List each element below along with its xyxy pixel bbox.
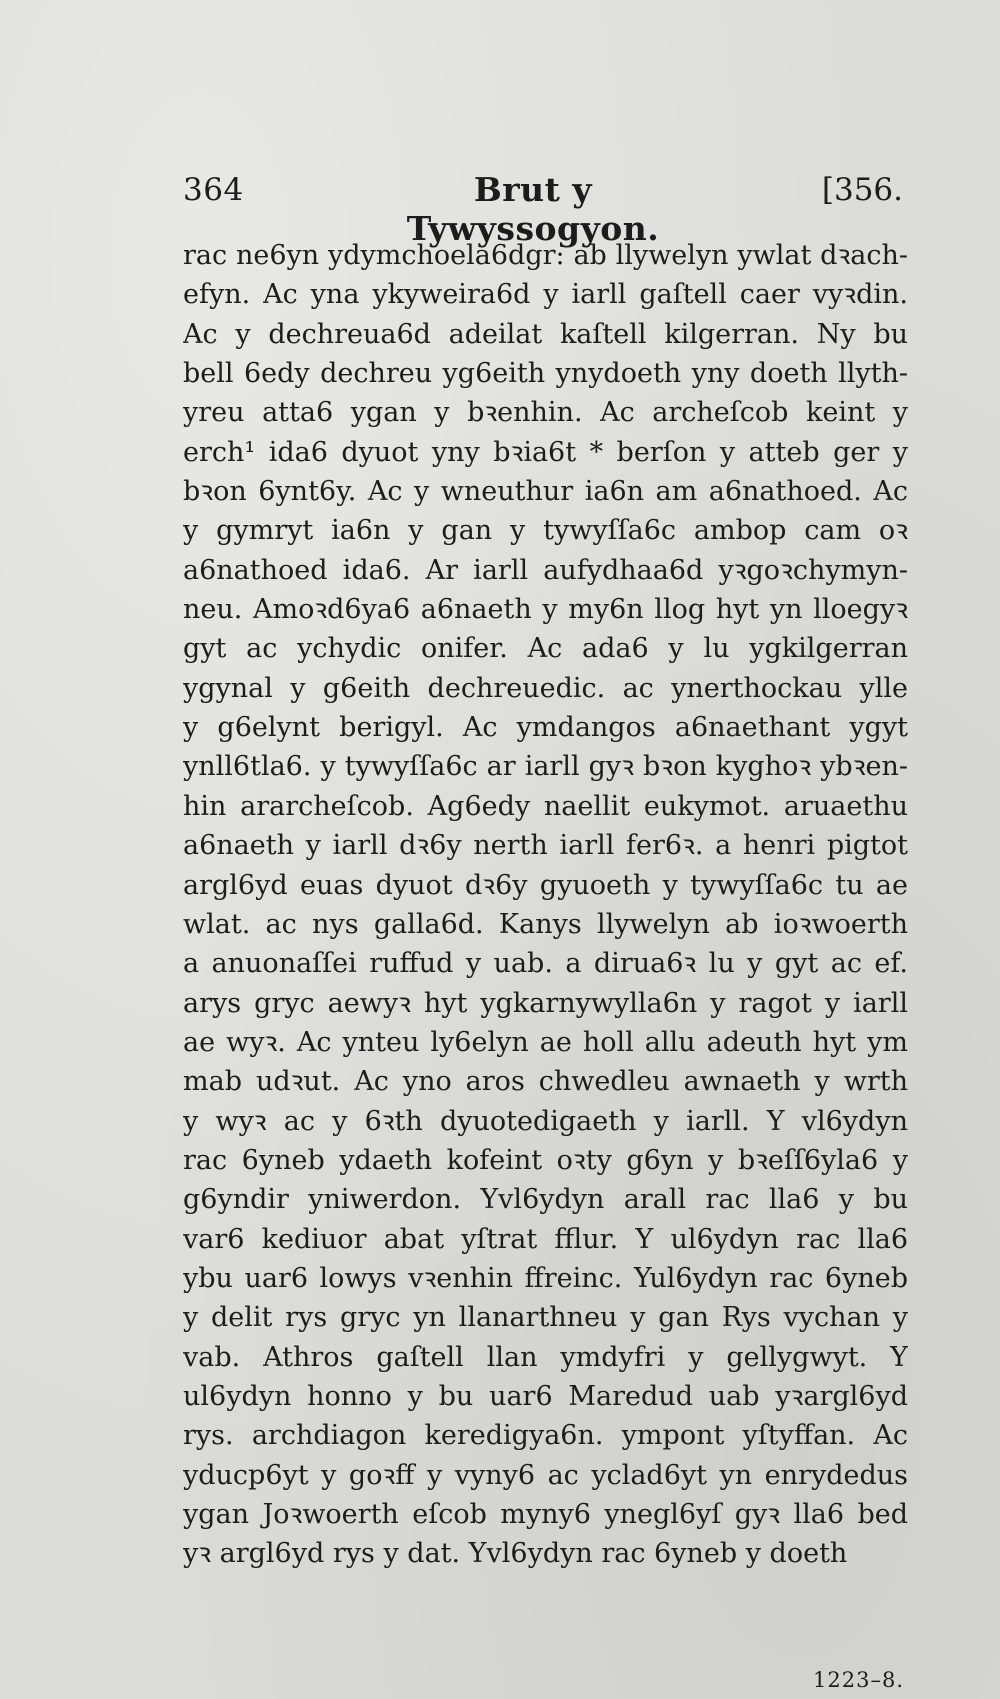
text-line: y wyꝛ ac y 6ꝛth dyuotedigaeth y iarll. Y vl6ydyn — [183, 1105, 908, 1137]
text-line: rac 6yneb ydaeth kofeint oꝛty g6yn y bꝛeſſ6yla6 y — [183, 1144, 908, 1176]
text-line: ae wyꝛ. Ac ynteu ly6elyn ae holl allu adeuth hyt ym — [183, 1026, 908, 1058]
text-line: ul6ydyn honno y bu uar6 Maredud uab yꝛargl6yd — [183, 1380, 908, 1412]
text-line: yꝛ argl6yd rys y dat. Yvl6ydyn rac 6yneb y doeth — [183, 1538, 848, 1570]
text-line: ybu uar6 lowys vꝛenhin ffreinc. Yul6ydyn rac 6yneb — [183, 1262, 908, 1294]
text-line: y gymryt ia6n y gan y tywyſſa6c ambop cam oꝛ — [183, 515, 908, 547]
text-line: yreu atta6 ygan y bꝛenhin. Ac archeſcob keint y — [183, 397, 908, 429]
text-line: erch¹ ida6 dyuot yny bꝛia6t * berſon y atteb ger y — [183, 436, 908, 468]
text-line: bell 6edy dechreu yg6eith ynydoeth yny doeth llyth- — [183, 358, 908, 390]
text-line: Ac y dechreua6d adeilat kaſtell kilgerran. Ny bu — [183, 318, 908, 350]
text-line: ygynal y g6eith dechreuedic. ac ynerthockau ylle — [183, 672, 908, 704]
text-line: var6 kediuor abat yſtrat fflur. Y ul6ydyn rac lla6 — [183, 1223, 908, 1255]
text-line: wlat. ac nys galla6d. Kanys llywelyn ab ioꝛwoerth — [183, 908, 908, 940]
text-line: rac ne6yn ydymchoela6dgr: ab llywelyn ywlat dꝛach- — [183, 240, 908, 271]
body-text — [183, 236, 908, 1574]
text-line: mab udꝛut. Ac yno aros chwedleu awnaeth y wrth — [183, 1066, 908, 1098]
catchword-date-range: 1223–8. — [813, 1668, 904, 1692]
text-line: ynll6tla6. y tywyſſa6c ar iarll gyꝛ bꝛon kyghoꝛ ybꝛen- — [183, 751, 908, 783]
running-title: Brut y Tywyssogyon. — [406, 170, 660, 248]
text-line: a6naeth y iarll dꝛ6y nerth iarll fer6ꝛ. a henri pigtot — [183, 830, 908, 862]
text-line: gyt ac ychydic onifer. Ac ada6 y lu ygkilgerran — [183, 633, 908, 665]
text-line: rys. archdiagon keredigya6n. ympont yſtyffan. Ac — [183, 1420, 908, 1452]
page-header — [183, 170, 903, 248]
text-line: arys gryc aewyꝛ hyt ygkarnywylla6n y ragot y iarll — [183, 987, 908, 1019]
text-line: efyn. Ac yna ykyweira6d y iarll gaſtell caer vyꝛdin. — [183, 279, 908, 311]
text-line: a6nathoed ida6. Ar iarll aufydhaa6d yꝛgoꝛchymyn- — [183, 554, 908, 586]
text-line: y delit rys gryc yn llanarthneu y gan Rys vychan y — [183, 1302, 908, 1334]
text-line: y g6elynt berigyl. Ac ymdangos a6naethant ygyt — [183, 712, 908, 744]
text-line: neu. Amoꝛd6ya6 a6naeth y my6n llog hyt yn lloegyꝛ — [183, 594, 908, 626]
text-line: vab. Athros gaſtell llan ymdyfri y gellygwyt. Y — [183, 1341, 908, 1373]
text-line: g6yndir yniwerdon. Yvl6ydyn arall rac lla6 y bu — [183, 1184, 908, 1216]
text-line: hin ararcheſcob. Ag6edy naellit eukymot. aruaethu — [183, 790, 908, 822]
text-line: argl6yd euas dyuot dꝛ6y gyuoeth y tywyſſa6c tu ae — [183, 869, 908, 901]
text-line: a anuonaſſei ruffud y uab. a dirua6ꝛ lu y gyt ac ef. — [183, 948, 908, 980]
text-line: bꝛon 6ynt6y. Ac y wneuthur ia6n am a6nathoed. Ac — [183, 476, 908, 508]
page-number: 364 — [183, 172, 244, 208]
text-line: ygan Joꝛwoerth eſcob myny6 ynegl6yſ gyꝛ lla6 bed — [183, 1499, 908, 1530]
text-line: yducp6yt y goꝛff y vyny6 ac yclad6yt yn enrydedus — [183, 1459, 908, 1491]
section-number: [356. — [821, 172, 903, 208]
